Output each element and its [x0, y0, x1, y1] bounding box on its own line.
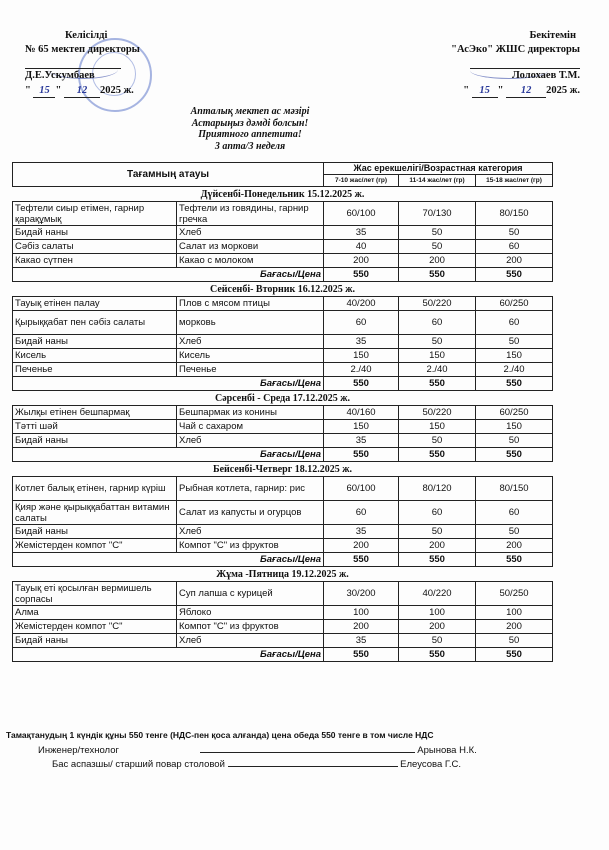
portion-11-14: 200 — [399, 539, 476, 553]
portion-7-10: 150 — [324, 349, 399, 363]
engineer-label: Инженер/технолог — [38, 745, 119, 756]
dish-russian: Тефтели из говядины, гарнир гречка — [177, 202, 324, 226]
portion-15-18: 60 — [476, 501, 553, 525]
portion-11-14: 200 — [399, 254, 476, 268]
right-date-quote2: " — [497, 85, 504, 96]
day-header-row — [13, 282, 553, 297]
right-date-quote: " — [463, 85, 470, 96]
dish-kazakh: Какао сүтпен — [13, 254, 177, 268]
table-row — [13, 254, 553, 268]
portion-11-14: 100 — [399, 606, 476, 620]
dish-kazakh: Тәтті шәй — [13, 420, 177, 434]
dish-russian: Рыбная котлета, гарнир: рис — [177, 477, 324, 501]
table-row — [13, 434, 553, 448]
price-row — [13, 553, 553, 567]
dish-russian: Хлеб — [177, 226, 324, 240]
right-date-year: 2025 ж. — [546, 85, 580, 96]
dish-russian: Хлеб — [177, 634, 324, 648]
portion-15-18: 60/250 — [476, 406, 553, 420]
price-15-18: 550 — [476, 448, 553, 462]
portion-7-10: 2./40 — [324, 363, 399, 377]
portion-11-14: 50 — [399, 240, 476, 254]
table-row — [13, 311, 553, 335]
right-name: Лолохаев Т.М. — [512, 70, 580, 81]
dish-russian: Хлеб — [177, 434, 324, 448]
portion-7-10: 100 — [324, 606, 399, 620]
dish-kazakh: Сәбіз салаты — [13, 240, 177, 254]
dish-kazakh: Бидай наны — [13, 226, 177, 240]
portion-15-18: 50 — [476, 226, 553, 240]
dish-kazakh: Қырыққабат пен сәбіз салаты — [13, 311, 177, 335]
price-15-18: 550 — [476, 268, 553, 282]
left-date-year: 2025 ж. — [99, 85, 134, 96]
table-header-row — [13, 163, 553, 175]
table-row — [13, 363, 553, 377]
portion-7-10: 40/160 — [324, 406, 399, 420]
left-name: Д.Е.Ускумбаев — [25, 70, 95, 81]
table-row — [13, 477, 553, 501]
portion-15-18: 100 — [476, 606, 553, 620]
dish-kazakh: Котлет балық етінен, гарнир күріш — [13, 477, 177, 501]
portion-15-18: 50 — [476, 434, 553, 448]
price-row — [13, 377, 553, 391]
portion-15-18: 200 — [476, 539, 553, 553]
price-row — [13, 648, 553, 662]
dish-kazakh: Қияр және қырыққабаттан витамин салаты — [13, 501, 177, 525]
table-row — [13, 501, 553, 525]
portion-15-18: 50/250 — [476, 582, 553, 606]
portion-7-10: 35 — [324, 226, 399, 240]
dish-kazakh: Тефтели сиыр етімен, гарнир қарақұмық — [13, 202, 177, 226]
portion-11-14: 50 — [399, 335, 476, 349]
dish-russian: Салат из моркови — [177, 240, 324, 254]
table-row — [13, 335, 553, 349]
title-line-1: Апталық мектеп ас мәзірі — [190, 106, 310, 117]
portion-15-18: 2./40 — [476, 363, 553, 377]
right-date-month: 12 — [506, 85, 546, 98]
table-row — [13, 525, 553, 539]
day-header-row — [13, 391, 553, 406]
day-header-row — [13, 567, 553, 582]
portion-7-10: 35 — [324, 525, 399, 539]
dish-kazakh: Печенье — [13, 363, 177, 377]
price-7-10: 550 — [324, 268, 399, 282]
dish-name-header: Тағамның атауы — [13, 163, 324, 187]
age-group-7-10: 7-10 жас/лет (гр) — [324, 175, 399, 187]
dish-russian: Какао с молоком — [177, 254, 324, 268]
left-approval-block — [25, 30, 165, 98]
chef-label: Бас аспазшы/ старший повар столовой — [52, 759, 225, 770]
table-row — [13, 202, 553, 226]
dish-russian: Чай с сахаром — [177, 420, 324, 434]
portion-7-10: 60/100 — [324, 477, 399, 501]
dish-russian: Компот "С" из фруктов — [177, 620, 324, 634]
age-group-15-18: 15-18 жас/лет (гр) — [476, 175, 553, 187]
portion-7-10: 30/200 — [324, 582, 399, 606]
price-15-18: 550 — [476, 377, 553, 391]
portion-11-14: 150 — [399, 420, 476, 434]
portion-11-14: 50 — [399, 525, 476, 539]
right-approved: Бекітемін — [529, 30, 576, 41]
portion-7-10: 35 — [324, 434, 399, 448]
price-11-14: 550 — [399, 648, 476, 662]
dish-russian: Суп лапша с курицей — [177, 582, 324, 606]
dish-russian: Кисель — [177, 349, 324, 363]
menu-title — [180, 106, 320, 152]
dish-russian: Салат из капусты и огурцов — [177, 501, 324, 525]
portion-15-18: 60 — [476, 240, 553, 254]
portion-11-14: 50 — [399, 634, 476, 648]
table-row — [13, 620, 553, 634]
dish-russian: Печенье — [177, 363, 324, 377]
right-date — [405, 85, 580, 98]
portion-15-18: 50 — [476, 335, 553, 349]
dish-russian: Бешпармак из конины — [177, 406, 324, 420]
day-title: Бейсенбі-Четверг 18.12.2025 ж. — [13, 462, 553, 477]
price-label: Бағасы/Цена — [13, 648, 324, 662]
price-label: Бағасы/Цена — [13, 377, 324, 391]
dish-kazakh: Тауық етінен палау — [13, 297, 177, 311]
portion-15-18: 80/150 — [476, 202, 553, 226]
portion-7-10: 200 — [324, 254, 399, 268]
portion-11-14: 50/220 — [399, 406, 476, 420]
age-group-11-14: 11-14 жас/лет (гр) — [399, 175, 476, 187]
dish-kazakh: Жылқы етінен бешпармақ — [13, 406, 177, 420]
left-date-quote: " — [25, 85, 31, 96]
portion-7-10: 200 — [324, 539, 399, 553]
portion-15-18: 200 — [476, 620, 553, 634]
table-row — [13, 240, 553, 254]
table-row — [13, 539, 553, 553]
dish-kazakh: Бидай наны — [13, 634, 177, 648]
day-header-row — [13, 187, 553, 202]
left-agreed: Келісілді — [65, 30, 108, 41]
dish-kazakh: Бидай наны — [13, 335, 177, 349]
right-position: "АсЭко" ЖШС директоры — [451, 44, 580, 55]
title-line-4: 3 апта/3 неделя — [214, 140, 286, 152]
portion-11-14: 2./40 — [399, 363, 476, 377]
portion-7-10: 35 — [324, 335, 399, 349]
chef-name: Елеусова Г.С. — [400, 759, 461, 770]
price-15-18: 550 — [476, 648, 553, 662]
price-label: Бағасы/Цена — [13, 553, 324, 567]
table-row — [13, 606, 553, 620]
portion-11-14: 50/220 — [399, 297, 476, 311]
dish-russian: Плов с мясом птицы — [177, 297, 324, 311]
dish-kazakh: Тауық еті қосылған вермишель сорпасы — [13, 582, 177, 606]
day-title: Сейсенбі- Вторник 16.12.2025 ж. — [13, 282, 553, 297]
table-row — [13, 297, 553, 311]
portion-7-10: 150 — [324, 420, 399, 434]
portion-7-10: 200 — [324, 620, 399, 634]
left-date-month: 12 — [64, 85, 100, 98]
portion-7-10: 35 — [324, 634, 399, 648]
portion-15-18: 60/250 — [476, 297, 553, 311]
portion-7-10: 60 — [324, 501, 399, 525]
portion-11-14: 50 — [399, 434, 476, 448]
price-row — [13, 448, 553, 462]
price-row — [13, 268, 553, 282]
engineer-line — [38, 745, 477, 756]
left-position: № 65 мектеп директоры — [25, 44, 140, 55]
portion-7-10: 40 — [324, 240, 399, 254]
dish-kazakh: Бидай наны — [13, 525, 177, 539]
portion-7-10: 40/200 — [324, 297, 399, 311]
table-row — [13, 582, 553, 606]
day-header-row — [13, 462, 553, 477]
right-signature-line — [470, 58, 580, 69]
age-category-header: Жас ерекшелігі/Возрастная категория — [324, 163, 553, 175]
portion-11-14: 80/120 — [399, 477, 476, 501]
chef-line — [52, 759, 461, 770]
dish-kazakh: Кисель — [13, 349, 177, 363]
price-15-18: 550 — [476, 553, 553, 567]
dish-russian: Хлеб — [177, 335, 324, 349]
portion-15-18: 50 — [476, 525, 553, 539]
price-label: Бағасы/Цена — [13, 448, 324, 462]
portion-11-14: 50 — [399, 226, 476, 240]
left-date — [25, 85, 165, 98]
dish-kazakh: Жемістерден компот "С" — [13, 620, 177, 634]
portion-15-18: 150 — [476, 349, 553, 363]
chef-signature-line — [228, 766, 398, 767]
day-title: Сәрсенбі - Среда 17.12.2025 ж. — [13, 391, 553, 406]
portion-11-14: 60 — [399, 501, 476, 525]
portion-11-14: 150 — [399, 349, 476, 363]
dish-russian: морковь — [177, 311, 324, 335]
table-row — [13, 634, 553, 648]
price-7-10: 550 — [324, 377, 399, 391]
dish-russian: Компот "С" из фруктов — [177, 539, 324, 553]
portion-11-14: 70/130 — [399, 202, 476, 226]
dish-russian: Яблоко — [177, 606, 324, 620]
table-row — [13, 226, 553, 240]
price-11-14: 550 — [399, 553, 476, 567]
portion-11-14: 200 — [399, 620, 476, 634]
portion-15-18: 80/150 — [476, 477, 553, 501]
title-line-3: Приятного аппетита! — [198, 129, 302, 140]
engineer-signature-line — [200, 752, 415, 753]
left-signature-line — [25, 58, 121, 69]
portion-15-18: 50 — [476, 634, 553, 648]
portion-7-10: 60/100 — [324, 202, 399, 226]
left-date-day: 15 — [33, 85, 55, 98]
price-note: Тамақтанудың 1 күндік құны 550 тенге (НДС-пен қоса алғанда) цена обеда 550 тенге в том числе НДС — [6, 730, 434, 740]
table-row — [13, 406, 553, 420]
dish-kazakh: Бидай наны — [13, 434, 177, 448]
engineer-name: Арынова Н.К. — [417, 745, 477, 756]
dish-kazakh: Алма — [13, 606, 177, 620]
table-row — [13, 420, 553, 434]
portion-15-18: 60 — [476, 311, 553, 335]
price-7-10: 550 — [324, 448, 399, 462]
left-date-quote2: " — [55, 85, 62, 96]
menu-table-body — [13, 163, 553, 662]
table-row — [13, 349, 553, 363]
dish-russian: Хлеб — [177, 525, 324, 539]
price-11-14: 550 — [399, 268, 476, 282]
price-label: Бағасы/Цена — [13, 268, 324, 282]
price-7-10: 550 — [324, 648, 399, 662]
menu-table — [12, 162, 553, 662]
day-title: Дүйсенбі-Понедельник 15.12.2025 ж. — [13, 187, 553, 202]
portion-11-14: 40/220 — [399, 582, 476, 606]
right-approval-block — [405, 30, 580, 98]
price-11-14: 550 — [399, 377, 476, 391]
title-line-2: Астарыңыз дәмді болсын! — [191, 117, 309, 129]
dish-kazakh: Жемістерден компот "С" — [13, 539, 177, 553]
day-title: Жұма -Пятница 19.12.2025 ж. — [13, 567, 553, 582]
price-11-14: 550 — [399, 448, 476, 462]
right-date-day: 15 — [472, 85, 498, 98]
portion-15-18: 150 — [476, 420, 553, 434]
price-7-10: 550 — [324, 553, 399, 567]
portion-7-10: 60 — [324, 311, 399, 335]
portion-11-14: 60 — [399, 311, 476, 335]
portion-15-18: 200 — [476, 254, 553, 268]
